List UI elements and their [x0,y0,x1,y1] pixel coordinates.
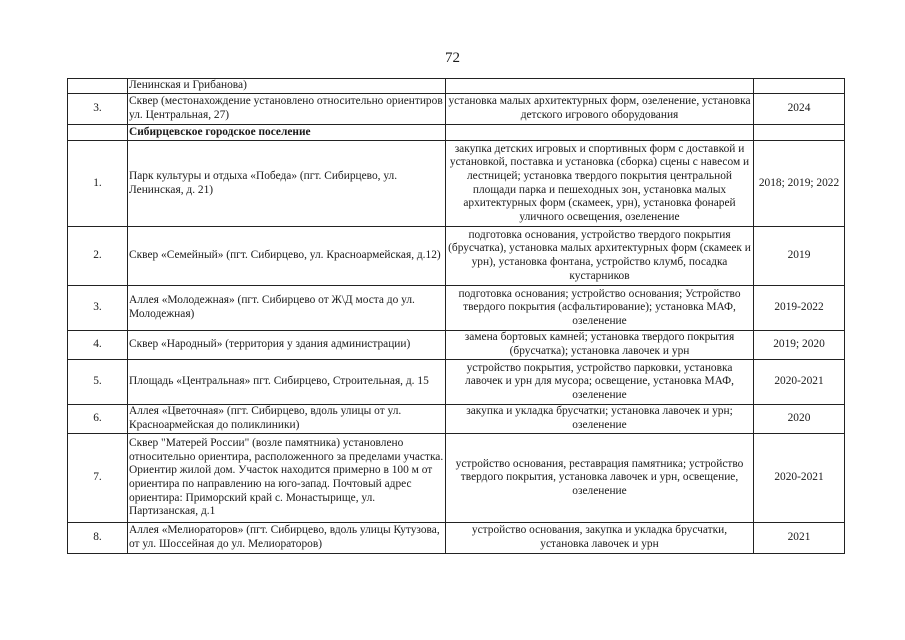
object-name: Сквер «Семейный» (пгт. Сибирцево, ул. Красноармейская, д.12) [128,227,446,286]
works-description: замена бортовых камней; установка твердого покрытия (брусчатка); установка лавочек и урн [446,331,754,360]
works-description: подготовка основания; устройство основания; Устройство твердого покрытия (асфальтирование); установка МАФ, озеленение [446,286,754,331]
object-name: Парк культуры и отдыха «Победа» (пгт. Сибирцево, ул. Ленинская, д. 21) [128,141,446,227]
implementation-years: 2019-2022 [754,286,845,331]
implementation-years [754,79,845,94]
row-number: 7. [68,434,128,523]
implementation-years: 2024 [754,94,845,125]
table-row [68,141,845,227]
row-number: 1. [68,141,128,227]
works-description: подготовка основания, устройство твердого покрытия (брусчатка), установка малых архитектурных форм (скамеек и урн), установка фонтана, устройство клумб, посадка кустарников [446,227,754,286]
implementation-years: 2020 [754,405,845,434]
table-row [68,405,845,434]
table-row [68,79,845,94]
works-description: закупка и укладка брусчатки; установка лавочек и урн; озеленение [446,405,754,434]
implementation-years: 2020-2021 [754,434,845,523]
works-description: закупка детских игровых и спортивных форм с доставкой и установкой, поставка и установка (сборка) сцены с навесом и лестницей; установка твердого покрытия центральной площади парка и пешеходных зон, установка малых архитектурных форм (скамеек, урн), установка фонарей уличного освещения, озеленение [446,141,754,227]
row-number: 5. [68,360,128,405]
improvement-table [67,78,845,554]
table-body [68,79,845,554]
works-description: установка малых архитектурных форм, озеленение, установка детского игрового оборудования [446,94,754,125]
implementation-years: 2018; 2019; 2022 [754,141,845,227]
row-number: 6. [68,405,128,434]
object-name: Сквер (местонахождение установлено относительно ориентиров ул. Центральная, 27) [128,94,446,125]
section-header-row [68,125,845,141]
table-row [68,331,845,360]
table-row [68,227,845,286]
object-name: Аллея «Мелиораторов» (пгт. Сибирцево, вдоль улицы Кутузова, от ул. Шоссейная до ул. Мелиораторов) [128,523,446,554]
object-name: Площадь «Центральная» пгт. Сибирцево, Строительная, д. 15 [128,360,446,405]
table-row [68,360,845,405]
works-description: устройство покрытия, устройство парковки, установка лавочек и урн для мусора; освещение, установка МАФ, озеленение [446,360,754,405]
section-number-cell [68,125,128,141]
section-title: Сибирцевское городское поселение [128,125,446,141]
works-description: устройство основания, закупка и укладка брусчатки, установка лавочек и урн [446,523,754,554]
row-number: 4. [68,331,128,360]
works-description: устройство основания, реставрация памятника; устройство твердого покрытия, установка лавочек и урн, освещение, озеленение [446,434,754,523]
object-name: Сквер "Матерей России" (возле памятника) установлено относительно ориентира, расположенного за пределами участка. Ориентир жилой дом. Участок находится примерно в 100 м от ориентира по направлению на юго-запад. Почтовый адрес ориентира: Приморский край с. Монастырище, ул. Партизанская, д.1 [128,434,446,523]
object-name: Аллея «Молодежная» (пгт. Сибирцево от Ж\Д моста до ул. Молодежная) [128,286,446,331]
table-row [68,523,845,554]
section-years-cell [754,125,845,141]
object-name: Сквер «Народный» (территория у здания администрации) [128,331,446,360]
works-description [446,79,754,94]
row-number: 8. [68,523,128,554]
object-name: Аллея «Цветочная» (пгт. Сибирцево, вдоль улицы от ул. Красноармейская до поликлиники) [128,405,446,434]
implementation-years: 2021 [754,523,845,554]
table-row [68,434,845,523]
object-name: Ленинская и Грибанова) [128,79,446,94]
page-number: 72 [445,50,460,66]
row-number: 3. [68,286,128,331]
implementation-years: 2019 [754,227,845,286]
implementation-years: 2019; 2020 [754,331,845,360]
row-number: 2. [68,227,128,286]
table-row [68,286,845,331]
table-row [68,94,845,125]
row-number: 3. [68,94,128,125]
implementation-years: 2020-2021 [754,360,845,405]
section-works-cell [446,125,754,141]
row-number [68,79,128,94]
